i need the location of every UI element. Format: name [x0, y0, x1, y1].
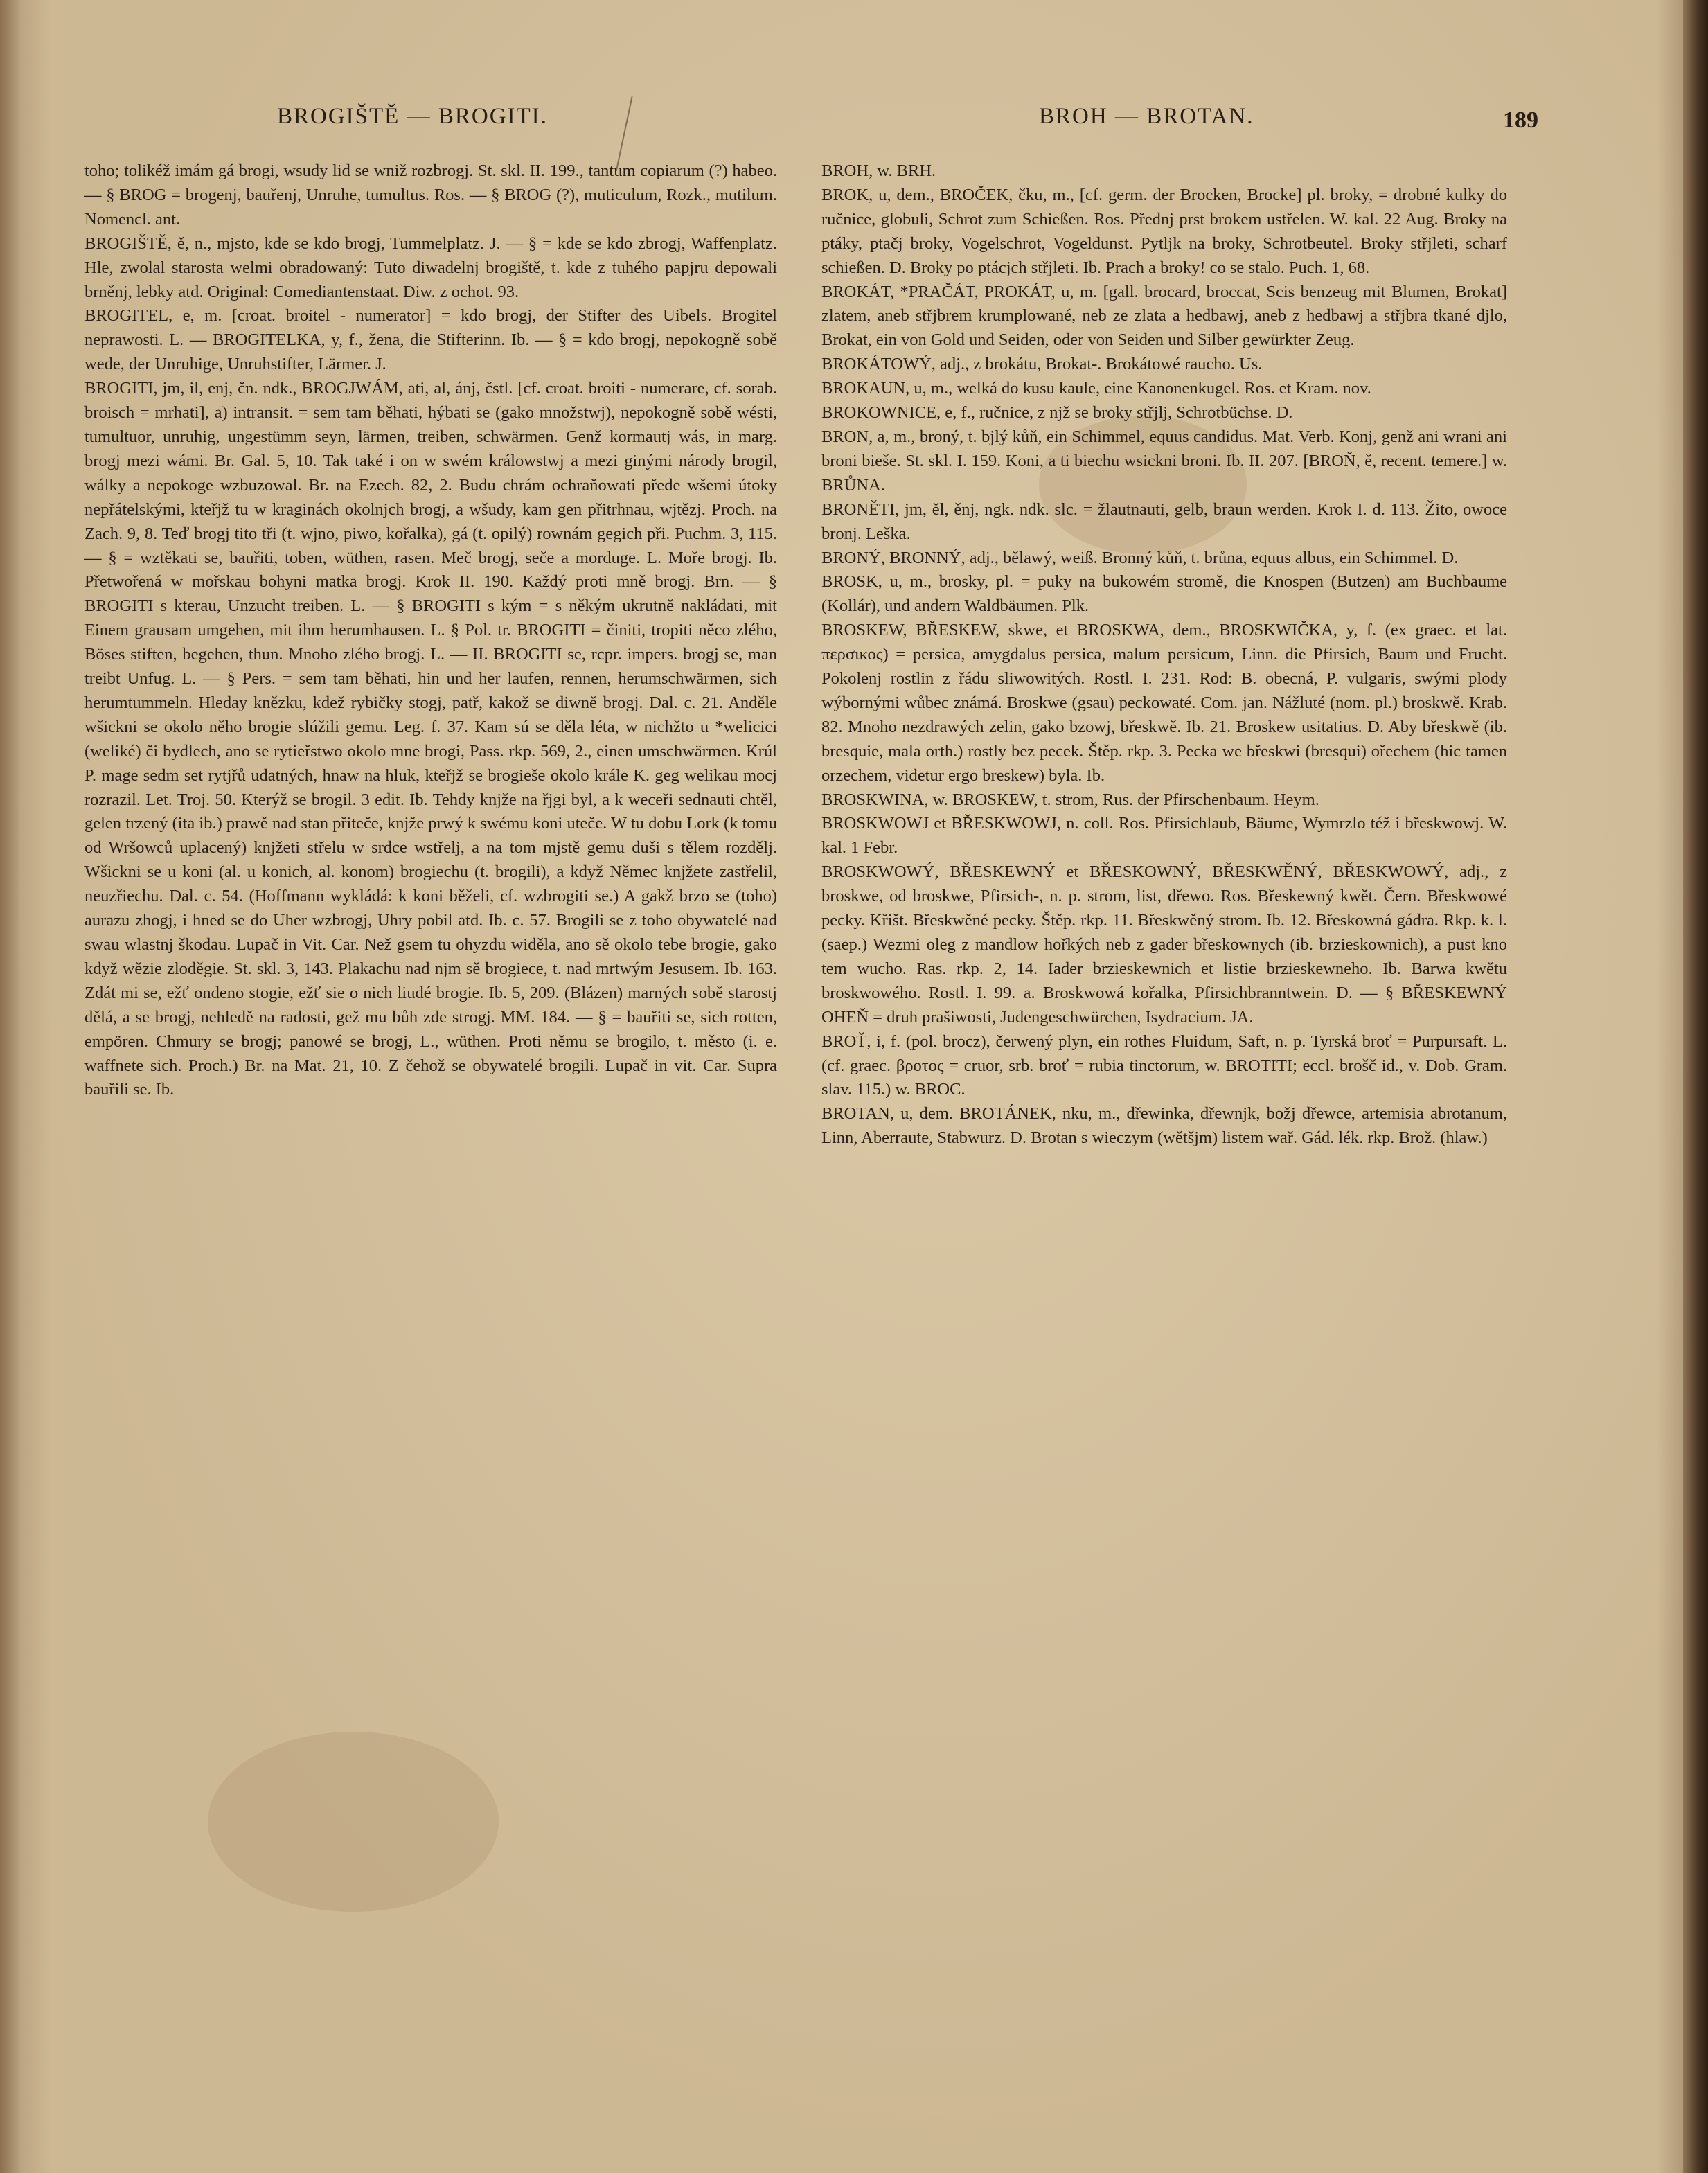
- dictionary-entry: BROKOWNICE, e, f., ručnice, z njž se broky střjlj, Schrotbüchse. D.: [821, 403, 1293, 423]
- dictionary-entry: toho; tolikéž imám gá brogi, wsudy lid se wniž rozbrogj. St. skl. II. 199., tantum copiarum (?) habeo. — § BROG = brogenj, bauřenj, Unruhe, tumultus. Ros. — § BROG (?), muticulum, Rozk., mutilum. Nomencl. ant.: [84, 161, 777, 229]
- dictionary-entry: BROSK, u, m., brosky, pl. = puky na bukowém stromě, die Knospen (Butzen) am Buchbaume (Kollár), und andern Waldbäumen. Plk.: [821, 572, 1507, 616]
- dictionary-entry: BROH, w. BRH.: [821, 161, 936, 180]
- dictionary-entry: BROKÁTOWÝ, adj., z brokátu, Brokat-. Brokátowé raucho. Us.: [821, 355, 1263, 374]
- dictionary-entry: BRONĚTI, jm, ěl, ěnj, ngk. ndk. slc. = žlautnauti, gelb, braun werden. Krok I. d. 113. Žito, owoce bronj. Leška.: [821, 499, 1507, 543]
- book-spine: [1683, 0, 1708, 2173]
- right-column: [821, 159, 1507, 1151]
- dictionary-entry: BROGITEL, e, m. [croat. broitel - numerator] = kdo brogj, der Stifter des Uibels. Brogitel neprawosti. L. — BROGITELKA, y, f., žena, die Stifterinn. Ib. — § = kdo brogj, nepokogně sobě wede, der Unruhige, Unruhstifter, Lärmer. J.: [84, 306, 777, 374]
- dictionary-entry: BROSKEW, BŘESKEW, skwe, et BROSKWA, dem., BROSKWIČKA, y, f. (ex graec. et lat. περσικος) = persica, amygdalus persica, malum persicum, Linn. die Pfirsich, Baum und Frucht. Pokolenj rostlin z řádu sliwowitých. Rostl. I. 231. Rod: B. obecná, P. vulgaris, swými plody wýbornými wůbec známá. Broskwe (gsau) peckowaté. Com. jan. Nážluté (nom. pl.) broskwě. Krab. 82. Mnoho nezdrawých zelin, gako bzowj, břeskwě. Ib. 21. Broskew usitatius. D. Aby břeskwě (ib. bresquie, mala orth.) rostly bez pecek. Štěp. rkp. 3. Pecka we břeskwi (bresqui) ořechem (hic tamen orzechem, videtur ergo breskew) byla. Ib.: [821, 621, 1507, 785]
- dictionary-entry: BROSKWOWJ et BŘESKWOWJ, n. coll. Ros. Pfirsichlaub, Bäume, Wymrzlo též i břeskwowj. W. kal. 1 Febr.: [821, 814, 1507, 858]
- running-head-left: BROGIŠTĚ — BROGITI.: [277, 104, 548, 129]
- dictionary-entry: BRONÝ, BRONNÝ, adj., bělawý, weiß. Bronný kůň, t. brůna, equus albus, ein Schimmel. D.: [821, 548, 1459, 567]
- dictionary-entry: BROGIŠTĚ, ě, n., mjsto, kde se kdo brogj, Tummelplatz. J. — § = kde se kdo zbrogj, Waffenplatz. Hle, zwolal starosta welmi obradowaný: Tuto diwadelnj brogiště, t. kde z tuhého papjru depowali brněnj, lebky atd. Original: Comediantenstaat. Diw. z ochot. 93.: [84, 233, 777, 301]
- dictionary-entry: BROK, u, dem., BROČEK, čku, m., [cf. germ. der Brocken, Brocke] pl. broky, = drobné kulky do ručnice, globuli, Schrot zum Schießen. Ros. Přednj prst brokem ustřelen. W. kal. 22 Aug. Broky na ptáky, ptačj broky, Vogelschrot, Vogeldunst. Pytljk na broky, Schrotbeutel. Broky střjleti, scharf schießen. D. Broky po ptácjch střjleti. Ib. Prach a broky! co se stalo. Puch. 1, 68.: [821, 185, 1507, 277]
- paper-stain: [208, 1732, 499, 1912]
- dictionary-entry: BROSKWOWÝ, BŘESKEWNÝ et BŘESKOWNÝ, BŘESKWĚNÝ, BŘESKWOWÝ, adj., z broskwe, od broskwe, Pfirsich-, n. p. strom, list, dřewo. Ros. Břeskewný kwět. Čern. Břeskwowé pecky. Křišt. Břeskwěné pecky. Štěp. rkp. 11. Břeskwěný strom. Ib. 12. Břeskowná gádra. Rkp. k. l. (saep.) Wezmi oleg z mandlow hořkých neb z gader břeskownych (ib. brzieskownich), a pust kno tem wucho. Ras. rkp. 2, 14. Iader brzieskewnich et listie brzieskewneho. Ib. Barwa kwětu broskwowého. Rostl. I. 99. a. Broskwowá kořalka, Pfirsichbranntwein. D. — § BŘESKEWNÝ OHEŇ = druh prašiwosti, Judengeschwürchen, Isydracium. JA.: [821, 862, 1507, 1027]
- page-number: 189: [1503, 107, 1538, 133]
- dictionary-entry: BROKÁT, *PRAČÁT, PROKÁT, u, m. [gall. brocard, broccat, Scis benzeug mit Blumen, Brokat] zlatem, aneb střjbrem krumplowané, neb ze zlata a hedbawj, aneb z hedbawj a střjbra tkané djlo, Brokat, ein von Gold und Seiden, oder von Seiden und Silber gewürkter Zeug.: [821, 282, 1507, 350]
- page-edge-shadow: [0, 0, 21, 2173]
- dictionary-entry: BROSKWINA, w. BROSKEW, t. strom, Rus. der Pfirschenbaum. Heym.: [821, 790, 1319, 809]
- running-head-right: BROH — BROTAN.: [1039, 104, 1254, 129]
- dictionary-entry: BROKAUN, u, m., welká do kusu kaule, eine Kanonenkugel. Ros. et Kram. nov.: [821, 379, 1371, 398]
- left-column: [84, 159, 777, 1102]
- dictionary-entry: BROŤ, i, f. (pol. brocz), čerwený plyn, ein rothes Fluidum, Saft, n. p. Tyrská broť = Purpursaft. L. (cf. graec. βροτος = cruor, srb. broť = rubia tinctorum, w. BROTITI; eccl. brošč id., v. Dob. Gram. slav. 115.) w. BROC.: [821, 1031, 1507, 1099]
- dictionary-entry: BROTAN, u, dem. BROTÁNEK, nku, m., dřewinka, dřewnjk, božj dřewce, artemisia abrotanum, Linn, Aberraute, Stabwurz. D. Brotan s wieczym (wětšjm) listem wař. Gád. lék. rkp. Brož. (hlaw.): [821, 1104, 1507, 1148]
- dictionary-entry: BRON, a, m., broný, t. bjlý kůň, ein Schimmel, equus candidus. Mat. Verb. Konj, genž ani wrani ani broni bieše. St. skl. I. 159. Koni, a ti biechu wsickni broni. Ib. II. 207. [BROŇ, ě, recent. temere.] w. BRŮNA.: [821, 427, 1507, 495]
- dictionary-entry: BROGITI, jm, il, enj, čn. ndk., BROGJWÁM, ati, al, ánj, čstl. [cf. croat. broiti - numerare, cf. sorab. broisch = mrhati], a) intransit. = sem tam běhati, hýbati se (gako množstwj), nepokogně sobě wésti, tumultuor, unruhig, ungestümm seyn, lärmen, treiben, schwärmen. Genž kormautj wás, in marg. brogj mezi wámi. Br. Gal. 5, 10. Tak také i on w swém králowstwj a mezi ginými národy brogil, wálky a nepokoge wzbuzowal. Br. na Ezech. 82, 2. Budu chrám ochraňowati přede wšemi útoky nepřátelskými, kteřjž tu w kraginách okolnjch brogj, a wšudy, kam gen přitrhnau, wjtězj. Proch. na Zach. 9, 8. Teď brogj tito tři (t. wjno, piwo, kořalka), gá (t. opilý) rownám gegich při. Puchm. 3, 115. — § = wztěkati se, bauřiti, toben, wüthen, rasen. Meč brogj, seče a morduge. L. Moře brogj. Ib. Přetwořená w mořskau bohyni matka brogj. Krok II. 190. Každý proti mně brogj. Brn. — § BROGITI s kterau, Unzucht treiben. L. — § BROGITI s kým = s někým ukrutně nakládati, mit Einem grausam umgehen, mit ihm herumhausen. L. § Pol. tr. BROGITI = činiti, tropiti něco zlého, Böses stiften, begehen, thun. Mnoho zlého brogj. L. — II. BROGITI se, rcpr. impers. brogj se, man treibt Unfug. L. — § Pers. = sem tam běhati, hin und her laufen, rennen, herumschwärmen, sich herumtummeln. Hleday knězku, kdež rybičky stogj, patř, kakož se diwně brogj. Dal. c. 21. Anděle wšickni se okolo něho brogie slúžili gemu. Leg. f. 37. Kam sú se děla léta, w nichžto u *welicici (weliké) či bydlech, ano se rytieřstwo okolo mne brogi, Pass. rkp. 569, 2., einen umschwärmen. Krúl P. mage sedm set rytjřů udatných, hnaw na hluk, kteřjž se brogieše okolo krále K. geg welikau mocj rozrazil. Let. Troj. 50. Kterýž se brogil. 3 edit. Ib. Tehdy knjže na řjgi byl, a k weceři sednauti chtěl, gelen trzený (ita ib.) prawě nad stan přiteče, knjže prwý k swému koni uteče. W tu dobu Lork (k tomu od Wršowců uplacený) knjžeti střelu w srdce wstřelj, a na tom mjstě gemu duši s tělem rozdělj. Wšickni se u koni (al. u konich, al. konom) brogiechu (t. brogili), a když Němec knjžete zastřelil, neuzřiechu. Dal. c. 54. (Hoffmann wykládá: k koni běželi, cf. wzbrogiti se.) A gakž brzo se (toho) aurazu zhogj, i hned se do Uher wzbrogj, Uhry pobil atd. Ib. c. 57. Brogili se z toho obywatelé nad swau wlastnj škodau. Lupač in Vit. Car. Než gsem tu ohyzdu widěla, ano sě okolo tebe brogie, gako když wězie zloděgie. St. skl. 3, 143. Plakachu nad njm sě brogiece, t. nad mrtwým Jesusem. Ib. 163. Zdát mi se, ežť ondeno stogie, ežť sie o nich liudé brogie. Ib. 5, 209. (Blázen) marných sobě starostj dělá, a se brogj, nehledě na radosti, gež mu bůh zde strogj. MM. 184. — § = bauřiti se, sich rotten, empören. Chmury se brogj; panowé se brogj, L., wüthen. Proti němu se brogilo, t. město (i. e. waffnete sich. Proch.) Br. na Mat. 21, 10. Z čehož se obywatelé brogili. Lupač in vit. Car. Supra bauřili se. Ib.: [84, 379, 777, 1099]
